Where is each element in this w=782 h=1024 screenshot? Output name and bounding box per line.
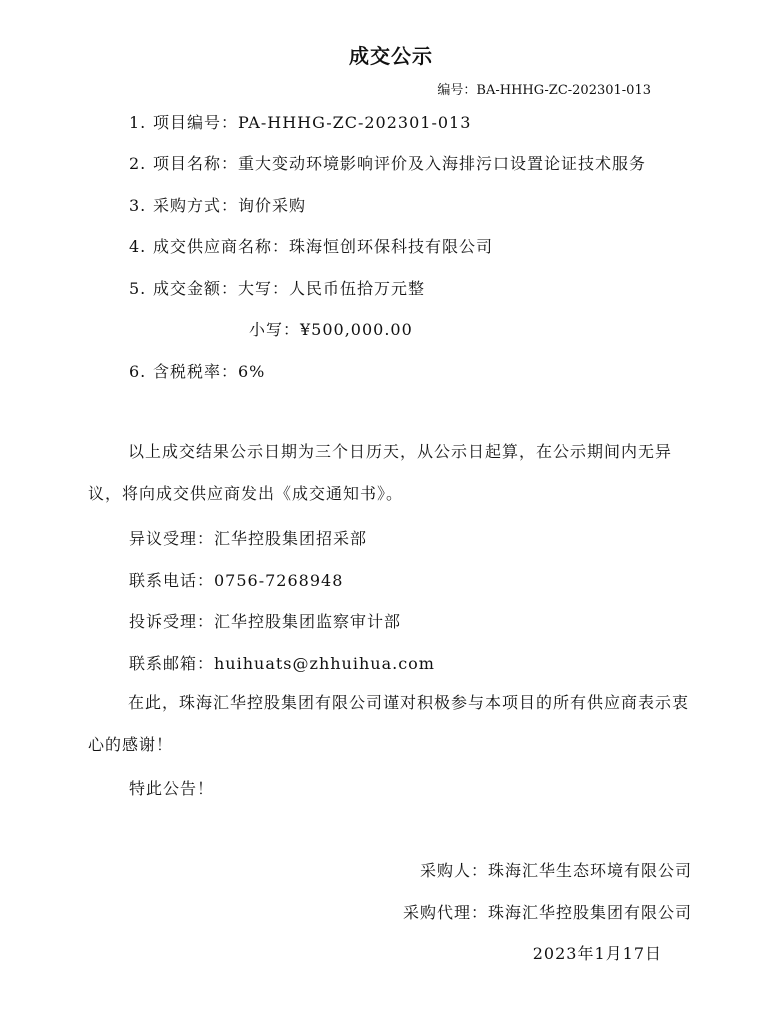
- thanks-paragraph: [88, 682, 698, 766]
- page-title: 成交公示: [349, 44, 433, 68]
- objection-contact: 异议受理：汇华控股集团招采部: [129, 529, 368, 548]
- item-tax-rate: [129, 359, 265, 382]
- phone-contact: 联系电话：0756-7268948: [129, 571, 344, 590]
- item-amount-small: 小写：¥500,000.00: [249, 320, 413, 339]
- item-number: 4.: [129, 237, 147, 256]
- item-procurement-method: [129, 193, 306, 216]
- item-text: 项目名称：重大变动环境影响评价及入海排污口设置论证技术服务: [153, 154, 647, 173]
- thanks-text: 在此，珠海汇华控股集团有限公司谨对积极参与本项目的所有供应商表示衷心的感谢！: [88, 693, 690, 754]
- item-number: 1.: [129, 113, 147, 132]
- item-number: 2.: [129, 154, 147, 173]
- agent-signature: 采购代理：珠海汇华控股集团有限公司: [402, 903, 692, 922]
- item-text: 含税税率：6%: [153, 362, 266, 381]
- item-project-number: [129, 110, 471, 133]
- document-number: 编号：BA-HHHG-ZC-202301-013: [437, 83, 651, 98]
- item-text: 成交供应商名称：珠海恒创环保科技有限公司: [153, 237, 494, 256]
- signature-date: 2023年1月17日: [532, 944, 662, 963]
- purchaser-signature: 采购人：珠海汇华生态环境有限公司: [419, 861, 692, 880]
- item-number: 6.: [129, 362, 147, 381]
- notice-paragraph: [88, 431, 698, 515]
- complaint-contact: 投诉受理：汇华控股集团监察审计部: [129, 612, 402, 631]
- email-contact: 联系邮箱：huihuats@zhhuihua.com: [129, 654, 435, 673]
- item-amount: [129, 276, 425, 299]
- item-supplier: [129, 234, 493, 257]
- item-text: 采购方式：询价采购: [153, 196, 307, 215]
- item-text: 项目编号：PA-HHHG-ZC-202301-013: [153, 113, 472, 132]
- item-number: 3.: [129, 196, 147, 215]
- notice-text: 以上成交结果公示日期为三个日历天，从公示日起算，在公示期间内无异议，将向成交供应商发出《成交通知书》。: [88, 442, 673, 503]
- closing-line: 特此公告！: [129, 779, 215, 798]
- item-number: 5.: [129, 279, 147, 298]
- item-project-name: [129, 151, 646, 174]
- item-text: 成交金额：大写：人民币伍拾万元整: [153, 279, 426, 298]
